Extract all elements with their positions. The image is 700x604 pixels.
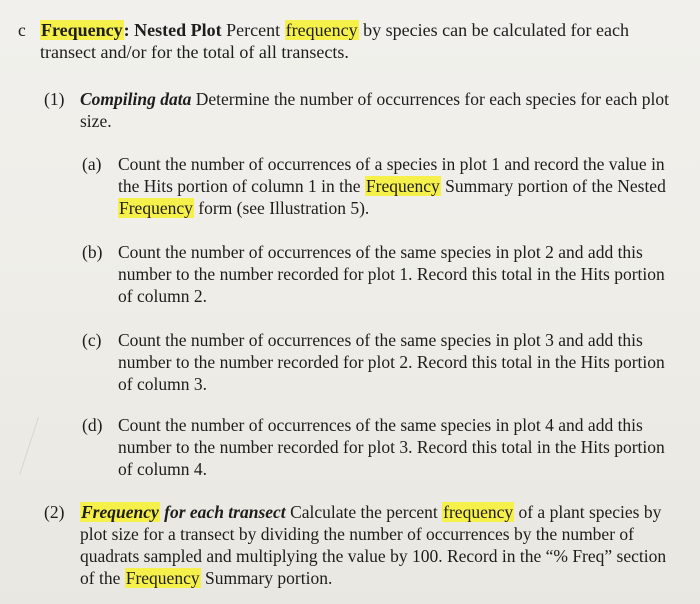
item-1a-text-a: Count the number of occurrences of a species in plot 1 and record the value in the Hits portion of column 1 in the: [118, 154, 665, 196]
item-1a-text-b: Summary portion of the Nested: [440, 176, 666, 196]
section-title-colon: :: [123, 20, 130, 40]
item-1d-marker: (d): [82, 415, 103, 435]
item-1-marker: (1): [44, 89, 65, 109]
section-text-a: Percent: [221, 20, 285, 40]
item-1b-marker: (b): [82, 242, 103, 262]
section-c-paragraph: [40, 19, 680, 63]
item-1c-paragraph: Count the number of occurrences of the same species in plot 3 and add this number to the number recorded for plot 2. Record this total in the Hits portion of column 3.: [118, 330, 665, 394]
item-1b-paragraph: Count the number of occurrences of the same species in plot 2 and add this number to the number recorded for plot 1. Record this total in the Hits portion of column 2.: [118, 242, 665, 306]
item-1a-highlight-2: Frequency: [119, 198, 193, 218]
item-2-paragraph: [80, 501, 683, 589]
item-1d-paragraph: Count the number of occurrences of the same species in plot 4 and add this number to the number recorded for plot 3. Record this total in the Hits portion of column 4.: [118, 415, 665, 479]
item-1-paragraph: [80, 88, 685, 132]
pencil-mark: [19, 417, 65, 483]
highlighted-word: frequency: [285, 20, 358, 40]
item-1-text: Determine the number of occurrences for each species for each plot size.: [80, 89, 669, 131]
section-text-b: by species can be calculated for each transect and/or for the total of all transects.: [40, 20, 629, 62]
item-2-text-b: of a plant species by plot size for a transect by dividing the number of occurrences by the number of quadrats sampled and multiplying the value by 100. Record in the “% Freq” section of the: [80, 502, 667, 588]
item-2-marker: (2): [44, 502, 65, 522]
section-title-highlight: Frequency: [41, 20, 123, 40]
section-marker: c: [18, 20, 26, 40]
item-1a-text-c: form (see Illustration 5).: [193, 198, 370, 218]
item-2-text-a: Calculate the percent: [285, 502, 443, 522]
item-1a-paragraph: [118, 153, 683, 219]
item-2-heading-rest: for each transect: [159, 502, 286, 522]
item-2-highlight-1: frequency: [443, 502, 514, 522]
item-2-heading-highlight: Frequency: [81, 502, 159, 522]
item-1c-marker: (c): [82, 330, 102, 350]
item-1a-marker: (a): [82, 154, 102, 174]
item-1-heading: Compiling data: [80, 89, 192, 109]
section-title-rest: Nested Plot: [129, 20, 222, 40]
item-2-text-c: Summary portion.: [200, 568, 333, 588]
item-1a-highlight-1: Frequency: [365, 176, 440, 196]
item-2-highlight-2: Frequency: [125, 568, 200, 588]
